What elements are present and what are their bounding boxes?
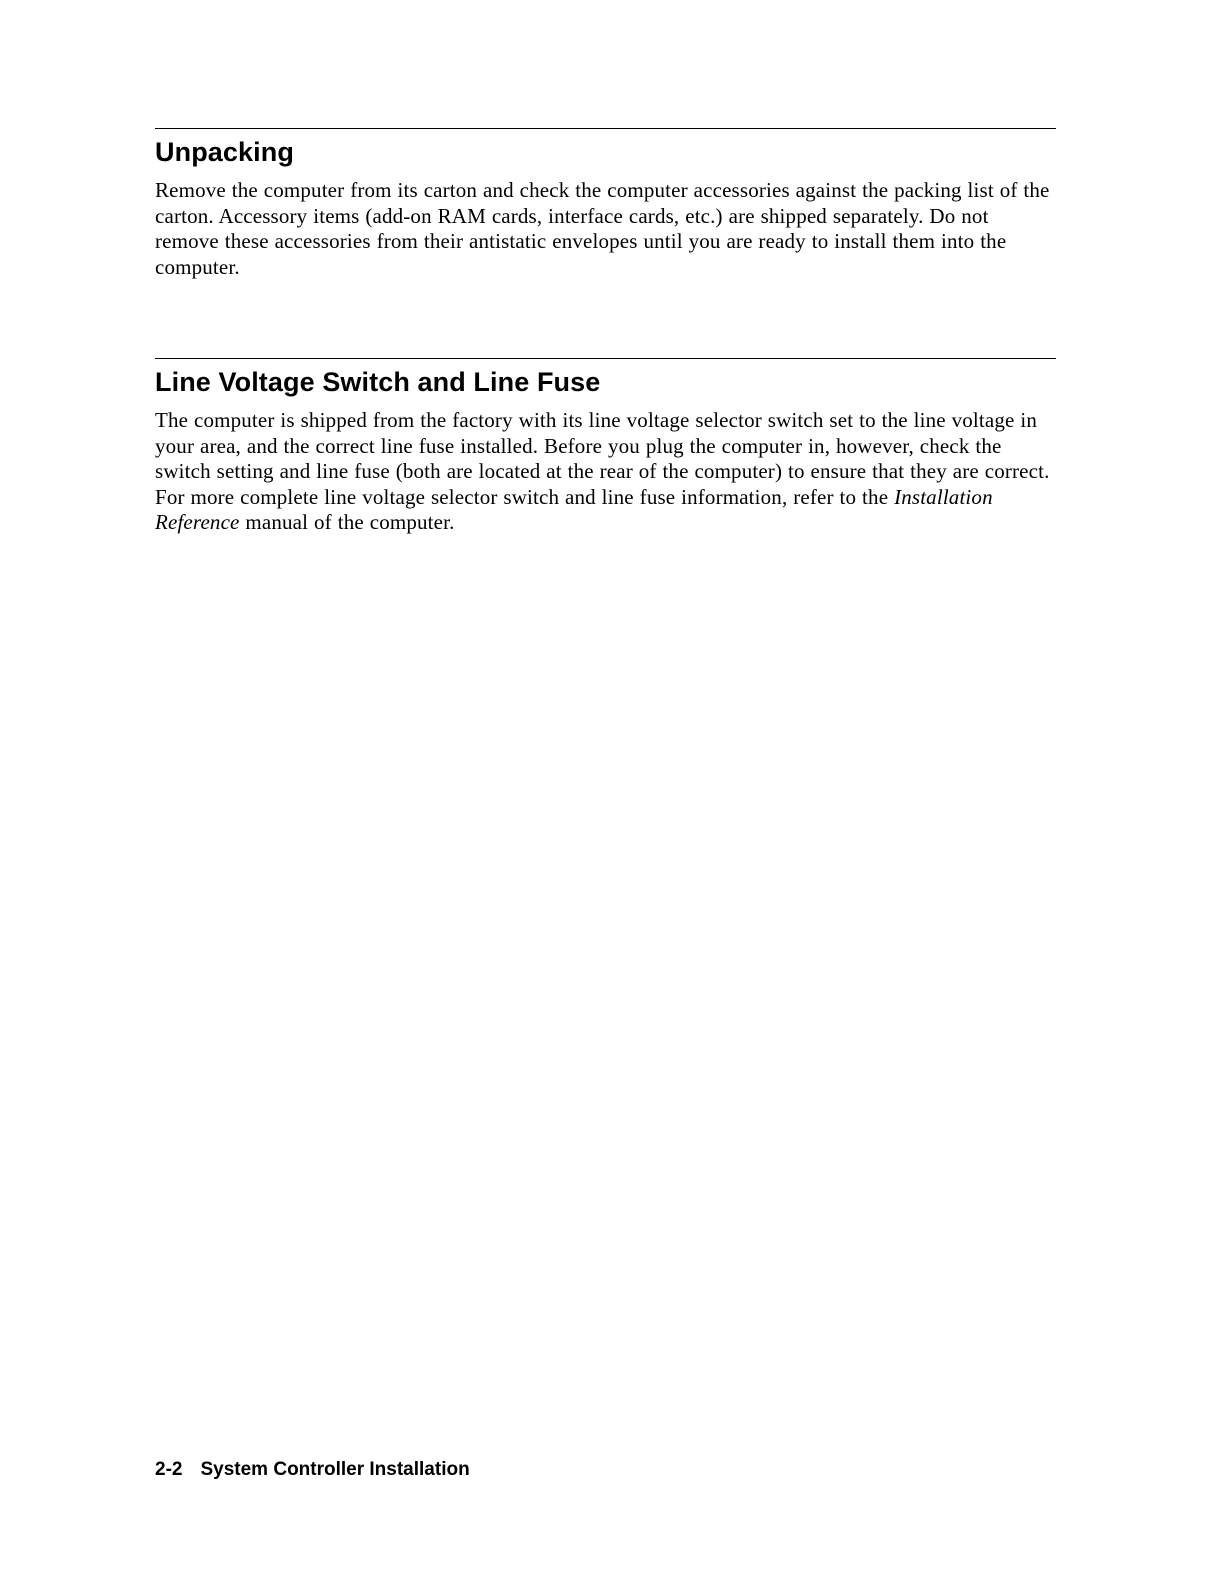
manual-reference-title: Installation Reference [155,484,993,535]
paragraph-text: manual of the computer. [239,510,455,535]
section-divider [155,128,1056,129]
section-paragraph: Remove the computer from its carton and check the computer accessories against the packing list of the carton. Accessory items (add-on RAM cards, interface cards, etc.) are shipped separately. Do not remove these accessories from their antistatic envelopes until you are ready to install them into the computer. [155,178,1050,279]
section-unpacking [155,128,1056,280]
section-divider [155,358,1056,359]
page-number: 2-2 [155,1459,183,1480]
section-heading: Line Voltage Switch and Line Fuse [155,367,601,397]
paragraph-text: The computer is shipped from the factory with its line voltage selector switch set to the line voltage in your area, and the correct line fuse installed. Before you plug the computer in, however, check the switch setting and line fuse (both are located at the rear of the computer) to ensure that they are correct. For more complete line voltage selector switch and line fuse information, refer to the [155,408,1050,509]
page-footer [155,1458,470,1482]
section-paragraph [155,408,1056,536]
section-line-voltage-switch [155,358,1056,536]
chapter-title: System Controller Installation [200,1459,470,1480]
section-heading: Unpacking [155,137,294,167]
